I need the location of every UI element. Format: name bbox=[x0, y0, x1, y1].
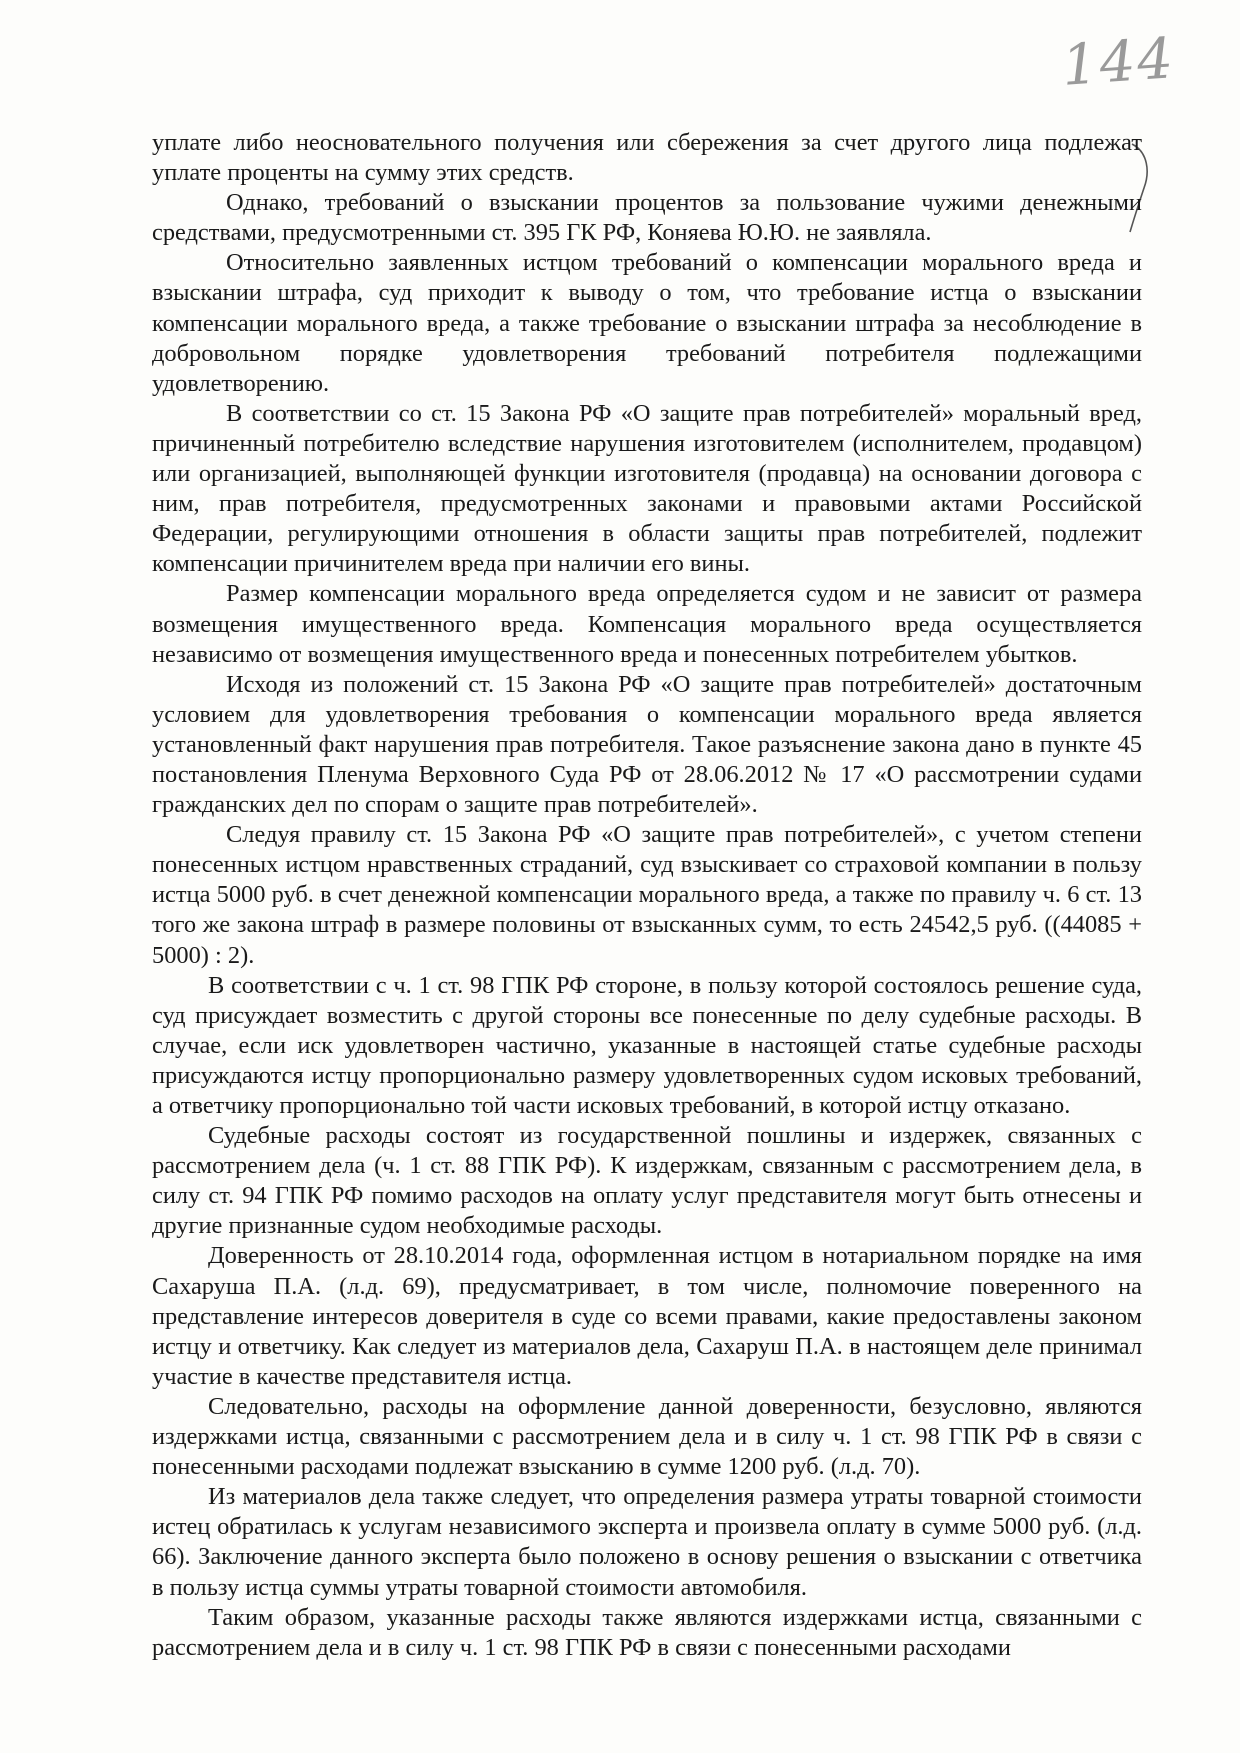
handwritten-page-number: 144 bbox=[1059, 26, 1178, 99]
paragraph: В соответствии с ч. 1 ст. 98 ГПК РФ стороне, в пользу которой состоялось решение суда, суд присуждает возместить с другой стороны все понесенные по делу судебные расходы. В случае, если иск удовлетворен частично, указанные в настоящей статье судебные расходы присуждаются истцу пропорционально размеру удовлетворенных судом исковых требований, а ответчику пропорционально той части исковых требований, в которой истцу отказано. bbox=[152, 971, 1142, 1119]
paragraph: Таким образом, указанные расходы также являются издержками истца, связанными с рассмотрением дела и в силу ч. 1 ст. 98 ГПК РФ в связи с понесенными расходами bbox=[152, 1603, 1142, 1661]
paragraph: Однако, требований о взыскании процентов за пользование чужими денежными средствами, предусмотренными ст. 395 ГК РФ, Коняева Ю.Ю. не заявляла. bbox=[152, 189, 1142, 247]
paragraph: Следуя правилу ст. 15 Закона РФ «О защите прав потребителей», с учетом степени понесенных истцом нравственных страданий, суд взыскивает со страховой компании в пользу истца 5000 руб. в счет денежной компенсации морального вреда, а также по правилу ч. 6 ст. 13 того же закона штраф в размере половины от взысканных сумм, то есть 24542,5 руб. ((44085 + 5000) : 2). bbox=[152, 821, 1142, 969]
document-body bbox=[152, 128, 1142, 1663]
paragraph: Относительно заявленных истцом требований о компенсации морального вреда и взыскании штрафа, суд приходит к выводу о том, что требование истца о взыскании компенсации морального вреда, а также требование о взыскании штрафа за несоблюдение в добровольном порядке удовлетворения требований потребителя подлежащими удовлетворению. bbox=[152, 249, 1142, 397]
paragraph: Исходя из положений ст. 15 Закона РФ «О защите прав потребителей» достаточным условием для удовлетворения требования о компенсации морального вреда является установленный факт нарушения прав потребителя. Такое разъяснение закона дано в пункте 45 постановления Пленума Верховного Суда РФ от 28.06.2012 № 17 «О рассмотрении судами гражданских дел по спорам о защите прав потребителей». bbox=[152, 670, 1142, 819]
paragraph: Из материалов дела также следует, что определения размера утраты товарной стоимости истец обратилась к услугам независимого эксперта и произвела оплату в сумме 5000 руб. (л.д. 66). Заключение данного эксперта было положено в основу решения о взыскании с ответчика в пользу истца суммы утраты товарной стоимости автомобиля. bbox=[152, 1483, 1142, 1601]
paragraph: Следовательно, расходы на оформление данной доверенности, безусловно, являются издержками истца, связанными с рассмотрением дела и в силу ч. 1 ст. 98 ГПК РФ в связи с понесенными расходами подлежат взысканию в сумме 1200 руб. (л.д. 70). bbox=[152, 1392, 1142, 1481]
paragraph: Доверенность от 28.10.2014 года, оформленная истцом в нотариальном порядке на имя Сахаруша П.А. (л.д. 69), предусматривает, в том числе, полномочие поверенного на представление интересов доверителя в суде со всеми правами, какие предоставлены законом истцу и ответчику. Как следует из материалов дела, Сахаруш П.А. в настоящем деле принимал участие в качестве представителя истца. bbox=[152, 1242, 1142, 1390]
paragraph: уплате либо неосновательного получения или сбережения за счет другого лица подлежат уплате проценты на сумму этих средств. bbox=[152, 129, 1142, 187]
paragraph: В соответствии со ст. 15 Закона РФ «О защите прав потребителей» моральный вред, причиненный потребителю вследствие нарушения изготовителем (исполнителем, продавцом) или организацией, выполняющей функции изготовителя (продавца) на основании договора с ним, прав потребителя, предусмотренных законами и правовыми актами Российской Федерации, регулирующими отношения в области защиты прав потребителей, подлежит компенсации причинителем вреда при наличии его вины. bbox=[152, 399, 1142, 578]
paragraph: Размер компенсации морального вреда определяется судом и не зависит от размера возмещения имущественного вреда. Компенсация морального вреда осуществляется независимо от возмещения имущественного вреда и понесенных потребителем убытков. bbox=[152, 580, 1142, 668]
paragraph: Судебные расходы состоят из государственной пошлины и издержек, связанных с рассмотрением дела (ч. 1 ст. 88 ГПК РФ). К издержкам, связанным с рассмотрением дела, в силу ст. 94 ГПК РФ помимо расходов на оплату услуг представителя могут быть отнесены и другие признанные судом необходимые расходы. bbox=[152, 1122, 1142, 1240]
